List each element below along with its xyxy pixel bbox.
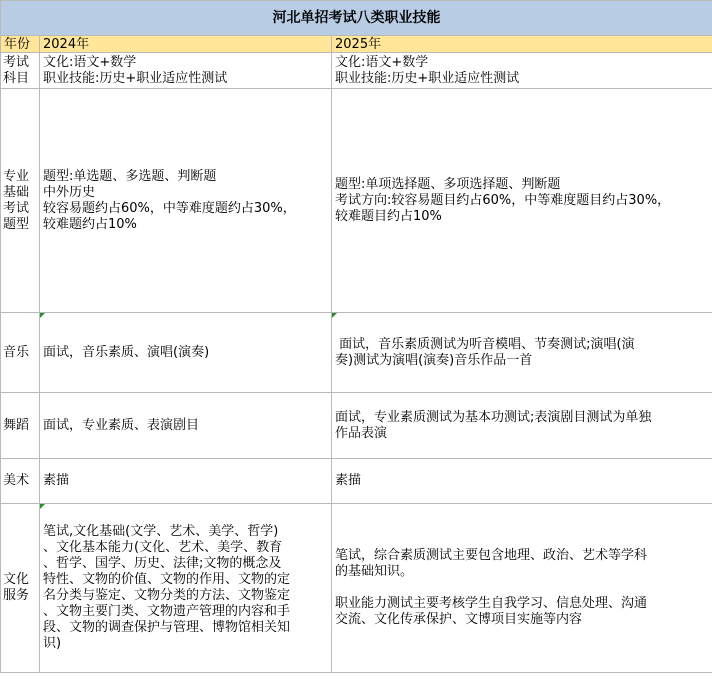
cell-line: 特性、文物的价值、文物的作用、文物的定 (43, 572, 291, 587)
row-label-question-types[interactable] (1, 89, 40, 313)
cell-2024-fine-arts[interactable] (40, 459, 332, 504)
cell-2025-question-types[interactable] (332, 89, 712, 313)
cell-line: 职业能力测试主要考核学生自我学习、信息处理、沟通 (335, 596, 648, 611)
year-2024-header[interactable]: 2024年 (40, 36, 332, 53)
cell-line: 较容易题约占60%，中等难度题约占30%， (43, 200, 296, 216)
cell-line: 识) (43, 636, 62, 651)
cell-line: 段、文物的调查保护与管理、博物馆相关知 (43, 620, 291, 635)
cell-2024-question-types[interactable] (40, 89, 332, 313)
label-line: 专业 (3, 168, 30, 184)
comment-indicator-icon (40, 504, 45, 509)
cell-line: 面试，音乐素质、演唱(演奏) (43, 344, 210, 360)
row-label-subjects[interactable] (1, 53, 40, 89)
cell-line: 文化:语文+数学 (335, 54, 429, 70)
cell-2024-subjects[interactable] (40, 53, 332, 89)
cell-line: 职业技能:历史+职业适应性测试 (43, 70, 228, 86)
cell-2025-fine-arts[interactable] (332, 459, 712, 504)
row-label-music[interactable] (1, 313, 40, 393)
year-2025-header[interactable]: 2025年 (332, 36, 712, 53)
comment-indicator-icon (332, 313, 337, 318)
label-line: 考试 (3, 200, 30, 216)
label-line: 基础 (3, 184, 30, 200)
cell-line: 面试，专业素质、表演剧目 (43, 417, 200, 433)
cell-2024-music[interactable] (40, 313, 332, 393)
cell-2025-dance[interactable] (332, 393, 712, 459)
row-label-fine-arts[interactable] (1, 459, 40, 504)
label-line: 音乐 (3, 344, 30, 360)
cell-line: 素描 (335, 473, 362, 488)
label-line: 科目 (3, 70, 30, 86)
cell-line: 笔试，综合素质测试主要包含地理、政治、艺术等学科 (335, 548, 648, 563)
cell-line: 题型:单选题、多选题、判断题 (43, 168, 217, 184)
cell-line: 、文物主要门类、文物遗产管理的内容和手 (43, 604, 291, 619)
cell-line: 文化:语文+数学 (43, 54, 137, 70)
cell-line: 的基础知识。 (335, 564, 414, 579)
label-line: 考试 (3, 54, 30, 70)
label-line: 美术 (3, 473, 30, 488)
cell-line: 中外历史 (43, 184, 96, 200)
cell-line: 较难题约占10% (43, 216, 137, 232)
label-line: 服务 (3, 588, 30, 603)
cell-line: 题型:单项选择题、多项选择题、判断题 (335, 176, 561, 192)
cell-line: 交流、文化传承保护、文博项目实施等内容 (335, 612, 583, 627)
cell-2025-cultural-services[interactable] (332, 504, 712, 673)
cell-line: 、文化基本能力(文化、艺术、美学、教育 (43, 540, 283, 555)
year-header-label[interactable]: 年份 (1, 36, 40, 53)
comment-indicator-icon (40, 313, 45, 318)
cell-line: 较难题目约占10% (335, 208, 442, 224)
cell-line: 面试，专业素质测试为基本功测试;表演剧目测试为单独 (335, 409, 652, 425)
label-line: 题型 (3, 216, 30, 232)
cell-line: 奏)测试为演唱(演奏)音乐作品一首 (335, 352, 533, 368)
row-label-cultural-services[interactable] (1, 504, 40, 673)
cell-2025-music[interactable] (332, 313, 712, 393)
table-title[interactable]: 河北单招考试八类职业技能 (1, 1, 712, 36)
cell-2024-dance[interactable] (40, 393, 332, 459)
cell-line: 名分类与鉴定、文物分类的方法、文物鉴定 (43, 588, 291, 603)
cell-2024-cultural-services[interactable] (40, 504, 332, 673)
row-label-dance[interactable] (1, 393, 40, 459)
cell-line: 素描 (43, 473, 70, 488)
cell-line: 作品表演 (335, 425, 388, 441)
cell-line: 职业技能:历史+职业适应性测试 (335, 70, 520, 86)
cell-line: 面试，音乐素质测试为听音模唱、节奏测试;演唱(演 (335, 336, 635, 352)
cell-2025-subjects[interactable] (332, 53, 712, 89)
cell-line: 考试方向:较容易题目约占60%，中等难度题目约占30%， (335, 192, 671, 208)
cell-line: 笔试,文化基础(文学、艺术、美学、哲学) (43, 524, 279, 539)
label-line: 文化 (3, 572, 30, 587)
blank-line (335, 580, 709, 596)
cell-line: 、哲学、国学、历史、法律;文物的概念及 (43, 556, 282, 571)
label-line: 舞蹈 (3, 417, 30, 433)
